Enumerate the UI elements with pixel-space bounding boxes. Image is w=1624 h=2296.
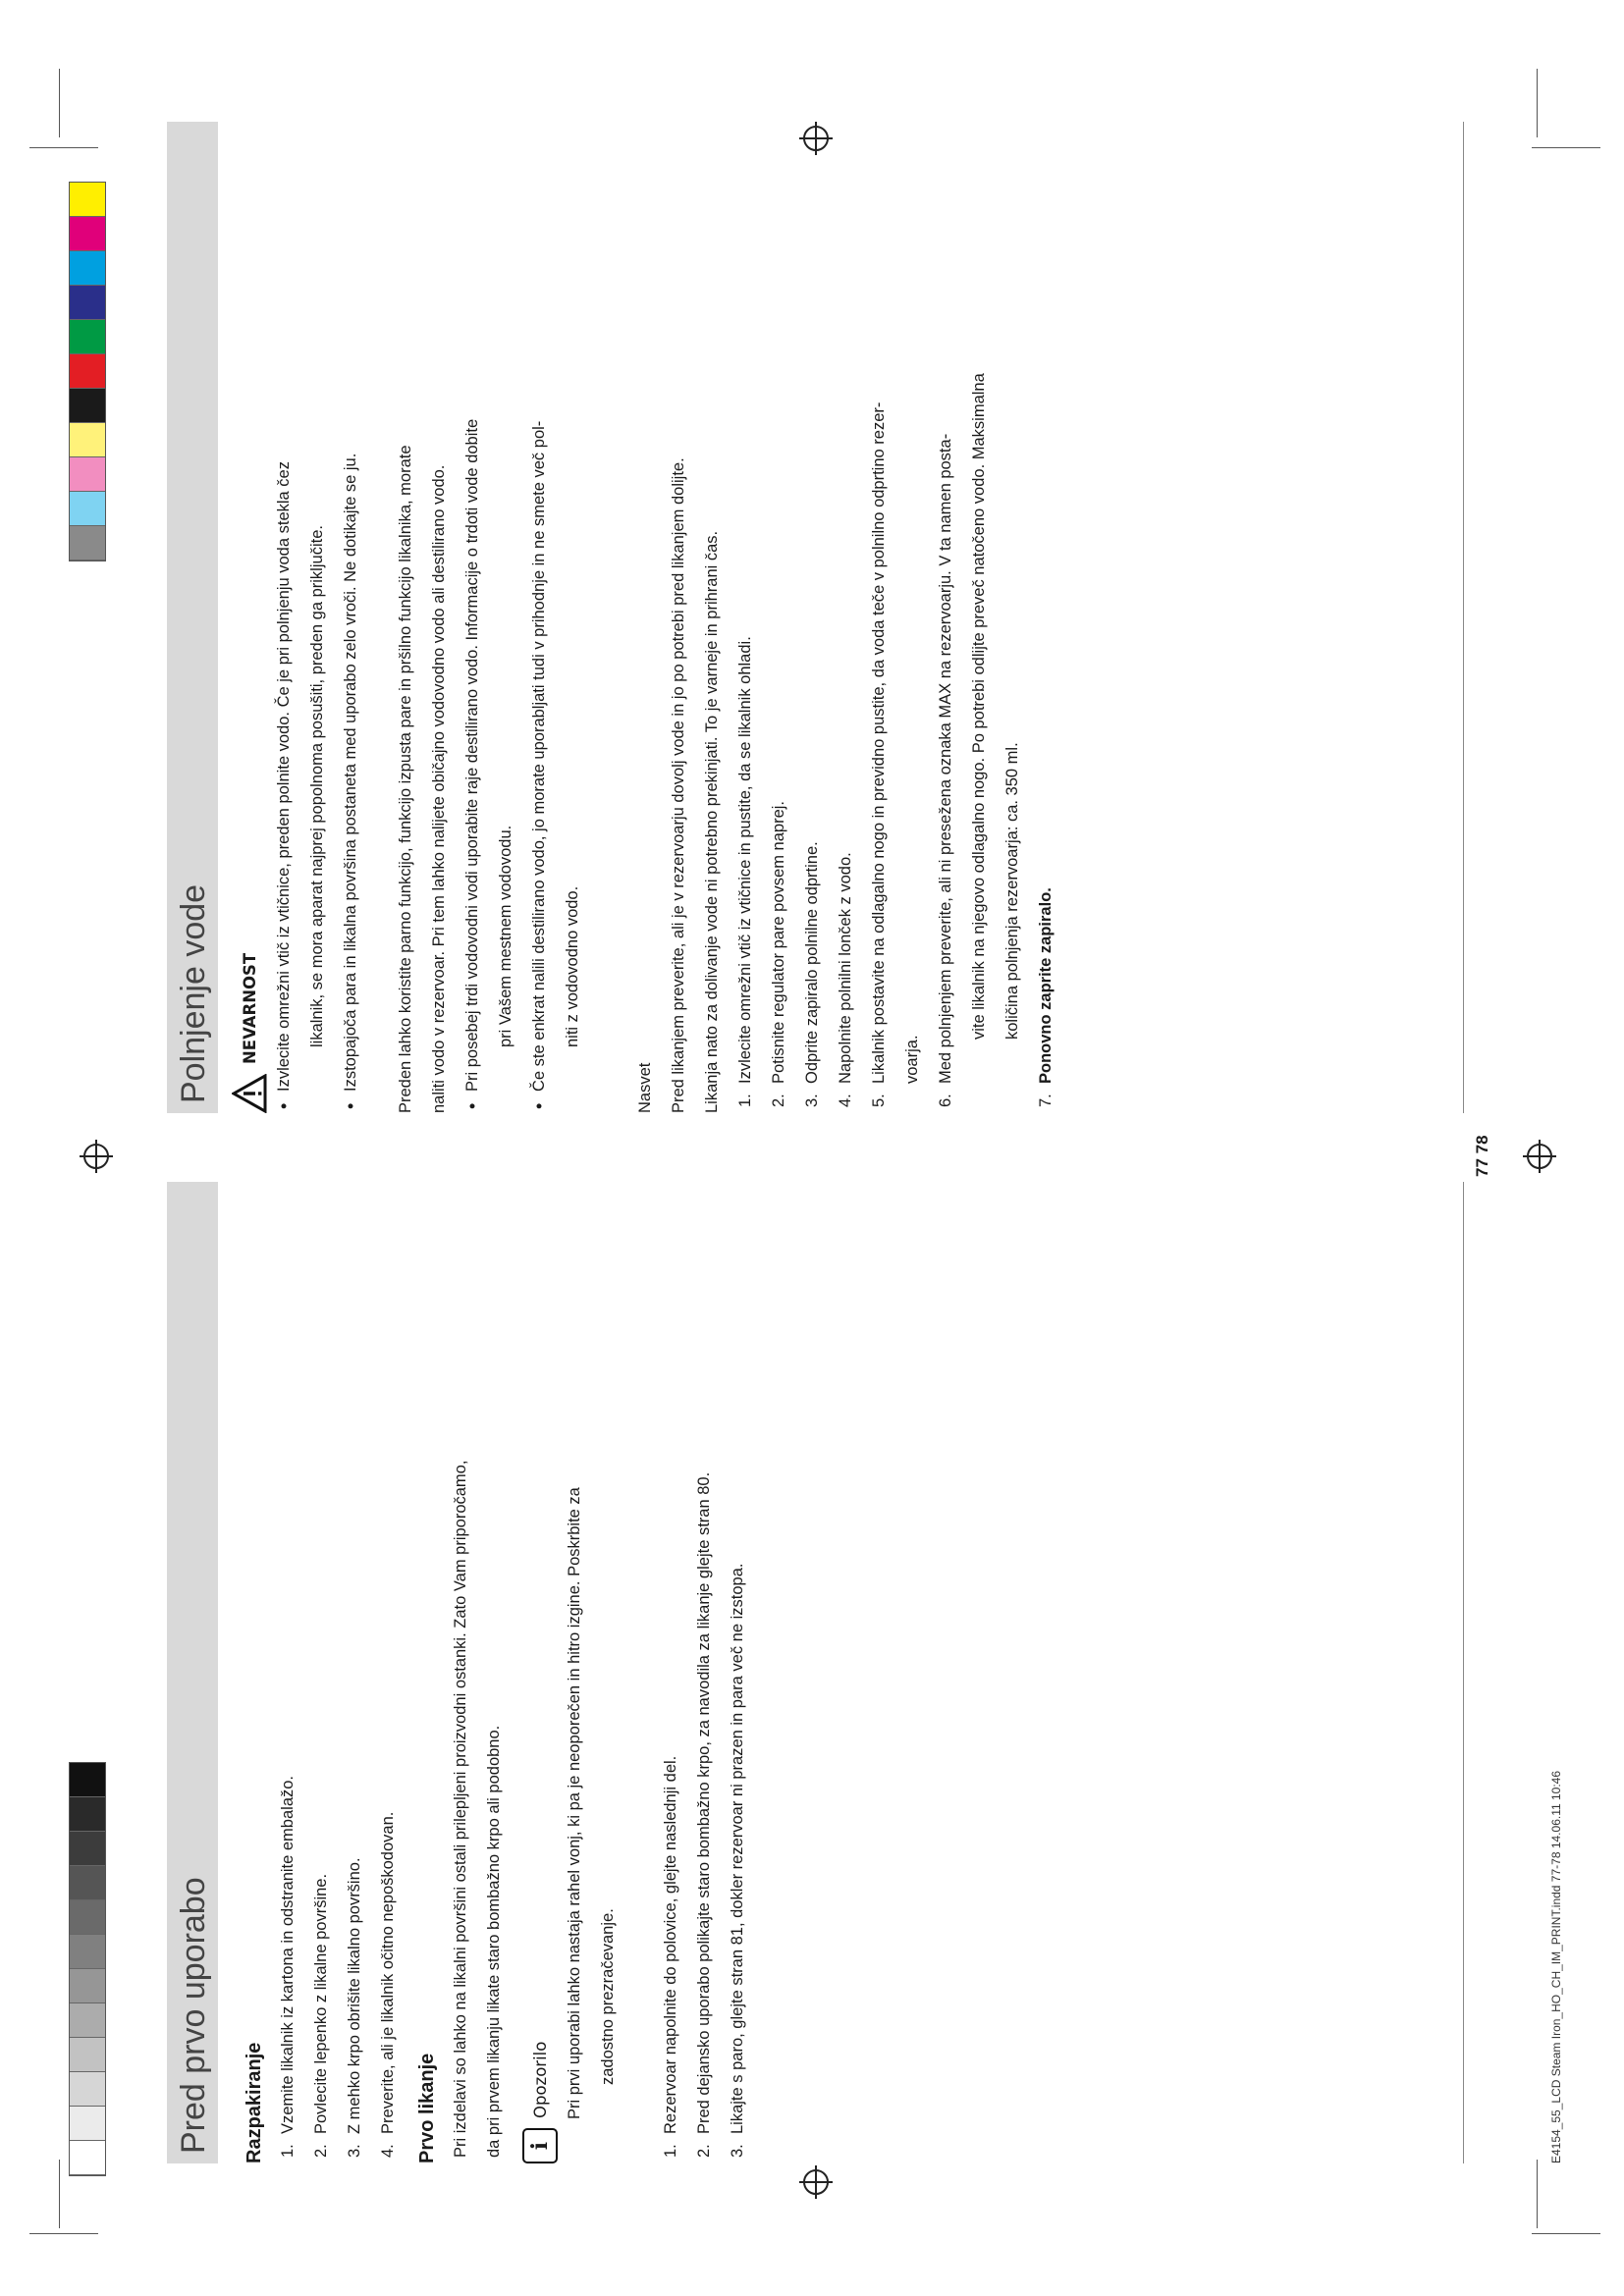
list-item: 7. Ponovno zaprite zapiralo. — [1037, 887, 1055, 1107]
list-item: 6. Med polnjenjem preverite, ali ni presežena oznaka MAX na rezervoarju. V ta namen posta- vite likalnik na njegovo odlagalno nogo. Po potrebi odlijte preveč natočeno vodo. Maksimalna količina polnjenja rezervoarja: ca. 350 ml. — [937, 373, 1021, 1107]
note-label: Opozorilo — [530, 2041, 550, 2118]
list-item: 4. Napolnite polnilni lonček z vodo. — [837, 852, 854, 1107]
tip-text: Pred likanjem preverite, ali je v rezervoarju dovolj vode in jo po potrebi pred likanjem dolijte. — [670, 457, 687, 1113]
tip-label: Nasvet — [636, 1062, 654, 1113]
unpack-steps — [271, 1182, 405, 2163]
first-ironing-steps — [654, 1182, 754, 2163]
list-item: • Izvlecite omrežni vtič iz vtičnice, preden polnite vodo. Če je pri polnjenju voda stekla čez likalnik, se mora aparat najprej popolnoma posušiti, preden ga priključite. — [267, 122, 334, 1113]
note-text: zadostno prezračevanje. — [599, 1908, 617, 2085]
page-title: Polnjenje vode — [175, 883, 212, 1103]
section-header — [167, 1182, 218, 2163]
note-row — [522, 1182, 558, 2163]
tip-text: Likanja nato za dolivanje vode ni potrebno prekinjati. To je varneje in prihrani čas. — [703, 530, 721, 1113]
info-icon: i — [522, 2128, 558, 2163]
section-header — [167, 122, 218, 1113]
list-item: • Če ste enkrat nalili destilirano vodo, jo morate uporabljati tudi v prihodnje in ne smete več pol- niti z vodovodno vodo. — [522, 122, 589, 1113]
list-item: 5. Likalnik postavite na odlagalno nogo in previdno pustite, da voda teče v polnilno odprtino rezer- voarja. — [870, 401, 921, 1107]
page-title: Pred prvo uporabo — [175, 1877, 212, 2154]
list-item: 2. Pred dejansko uporabo polikajte staro bombažno krpo, za navodila za likanje glejte stran 80. — [695, 1471, 713, 2158]
section-heading: Razpakiranje — [244, 2042, 265, 2163]
water-bullets — [456, 122, 589, 1113]
filling-steps — [729, 122, 1062, 1113]
list-item: 3. Odprite zapiralo polnilne odprtine. — [803, 841, 821, 1107]
note-text: Pri prvi uporabi lahko nastaja rahel vonj, ki pa je neoporečen in hitro izgine. Poskrbite za — [566, 1487, 583, 2119]
list-item: 2. Povlecite lepenko z likalne površine. — [312, 1873, 330, 2158]
list-item: 1. Rezervoar napolnite do polovice, glejte naslednji del. — [662, 1755, 679, 2158]
list-item: 3. Likajte s paro, glejte stran 81, dokler rezervoar ni prazen in para več ne izstopa. — [729, 1563, 746, 2158]
list-item: • Izstopajoča para in likalna površina postaneta med uporabo zelo vroči. Ne dotikajte se ju. — [334, 122, 367, 1113]
list-item: • Pri posebej trdi vodovodni vodi uporabite raje destilirano vodo. Informacije o trdoti vode dobite pri Vašem mestnem vodovodu. — [456, 122, 522, 1113]
list-item: 3. Z mehko krpo obrišite likalno površino. — [346, 1857, 363, 2158]
list-item: 1. Izvlecite omrežni vtič iz vtičnice in pustite, da se likalnik ohladi. — [736, 636, 754, 1107]
section-heading: Prvo likanje — [416, 2053, 438, 2163]
warning-triangle-icon — [232, 1074, 267, 1113]
right-page — [167, 122, 1062, 1113]
bottom-rule — [1463, 1182, 1464, 2163]
paragraph: Pri izdelavi so lahko na likalni površini ostali prilepljeni proizvodni ostanki. Zato Vam priporočamo, — [452, 1460, 469, 2158]
paragraph: Preden lahko koristite parno funkcijo, funkcijo izpusta pare in pršilno funkcijo likalnika, morate — [397, 445, 414, 1113]
paragraph: naliti vodo v rezervoar. Pri tem lahko nalijete običajno vodovodno vodo ali destilirano vodo. — [430, 464, 448, 1113]
file-slug: E4154_55_LCD Steam Iron_HO_CH_IM_PRINT.indd 77-78 14.06.11 10:46 — [1549, 1770, 1563, 2163]
list-item: 4. Preverite, ali je likalnik očitno nepoškodovan. — [379, 1811, 397, 2158]
warning-label: NEVARNOST — [240, 952, 259, 1064]
warning-bullets — [267, 122, 367, 1113]
list-item: 1. Vzemite likalnik iz kartona in odstranite embalažo. — [279, 1775, 297, 2158]
left-page — [167, 1182, 754, 2163]
list-item: 2. Potisnite regulator pare povsem naprej. — [770, 801, 787, 1107]
bottom-rule — [1463, 122, 1464, 1113]
page-numbers: 77 78 — [1473, 1135, 1491, 1177]
warning-row — [232, 122, 267, 1113]
paragraph: da pri prvem likanju likate staro bombažno krpo ali podobno. — [485, 1725, 503, 2158]
